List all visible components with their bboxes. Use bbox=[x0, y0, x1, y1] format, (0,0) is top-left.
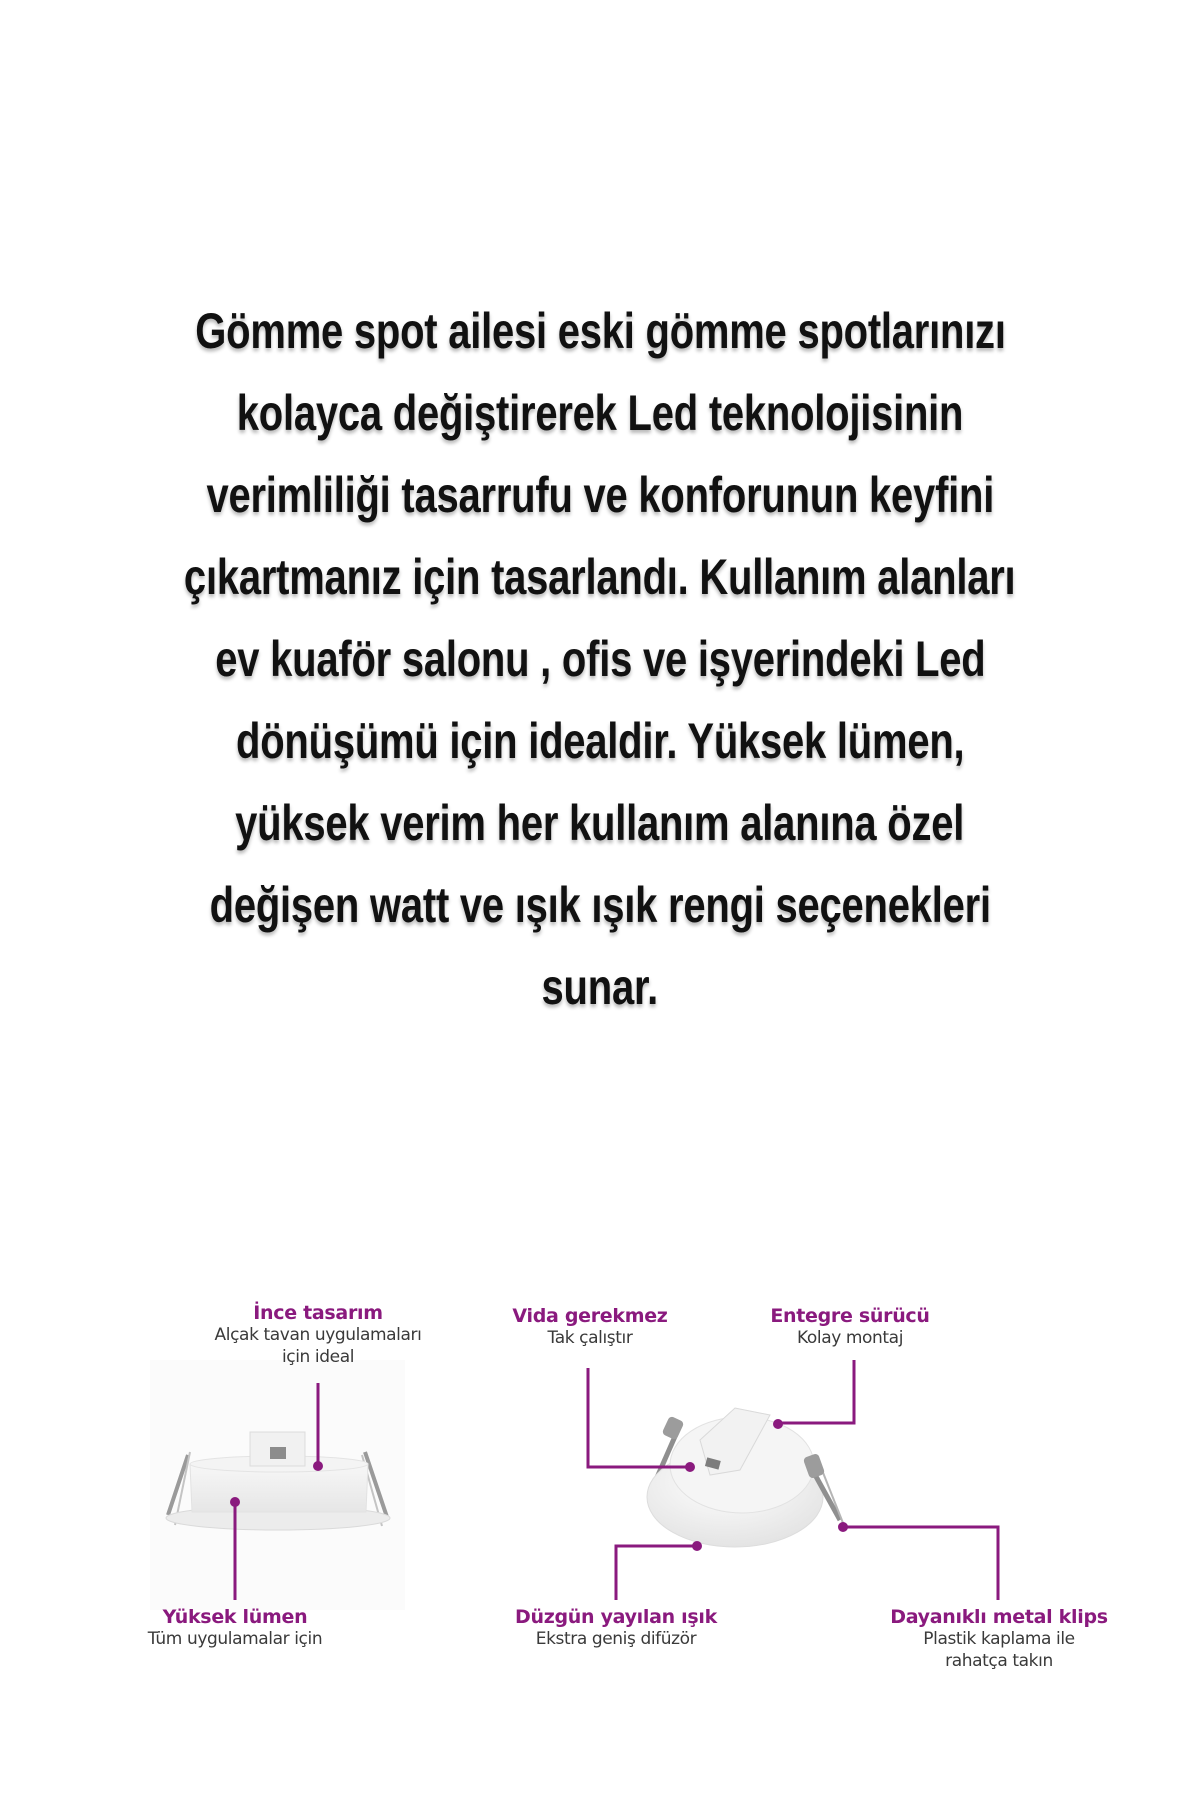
callout-subtitle: Tak çalıştır bbox=[547, 1328, 633, 1348]
callout-title: Dayanıklı metal klips bbox=[890, 1606, 1108, 1628]
callout-title: İnce tasarım bbox=[253, 1302, 383, 1324]
description-line: çıkartmanız için tasarlandı. Kullanım alanları bbox=[184, 549, 1016, 605]
description-line: verimliliği tasarrufu ve konforunun keyfini bbox=[206, 467, 994, 523]
description-line: dönüşümü için idealdir. Yüksek lümen, bbox=[235, 713, 965, 769]
callout-title: Entegre sürücü bbox=[770, 1305, 930, 1327]
description-line: sunar. bbox=[541, 959, 659, 1015]
callout-subtitle: için ideal bbox=[281, 1347, 355, 1367]
callout-subtitle: Alçak tavan uygulamaları bbox=[214, 1325, 422, 1345]
callout-entegre-surucu bbox=[740, 1305, 960, 1349]
description-line: değişen watt ve ışık ışık rengi seçenekleri bbox=[209, 877, 991, 933]
callout-title: Yüksek lümen bbox=[162, 1606, 308, 1628]
callout-title: Düzgün yayılan ışık bbox=[515, 1606, 717, 1628]
callout-subtitle: Plastik kaplama ile bbox=[923, 1629, 1075, 1649]
callout-ince-tasarim bbox=[178, 1302, 458, 1368]
callout-yuksek-lumen bbox=[115, 1606, 355, 1650]
downlight-side-view-image bbox=[150, 1360, 405, 1610]
downlight-angled-view-image bbox=[647, 1408, 845, 1547]
callout-title: Vida gerekmez bbox=[512, 1305, 668, 1327]
callout-subtitle: Tüm uygulamalar için bbox=[147, 1629, 323, 1649]
callout-duzgun-yayilan-isik bbox=[496, 1606, 736, 1650]
callout-dayanikli-metal-klips bbox=[868, 1606, 1130, 1672]
callout-subtitle: rahatça takın bbox=[945, 1651, 1053, 1671]
description-line: yüksek verim her kullanım alanına özel bbox=[235, 795, 965, 851]
description-line: ev kuaför salonu , ofis ve işyerindeki Led bbox=[214, 631, 986, 687]
description-line: kolayca değiştirerek Led teknolojisinin bbox=[236, 385, 964, 441]
description-line: Gömme spot ailesi eski gömme spotlarınızı bbox=[194, 303, 1006, 359]
callout-subtitle: Kolay montaj bbox=[796, 1328, 904, 1348]
callout-subtitle: Ekstra geniş difüzör bbox=[535, 1629, 697, 1649]
callout-vida-gerekmez bbox=[480, 1305, 700, 1349]
